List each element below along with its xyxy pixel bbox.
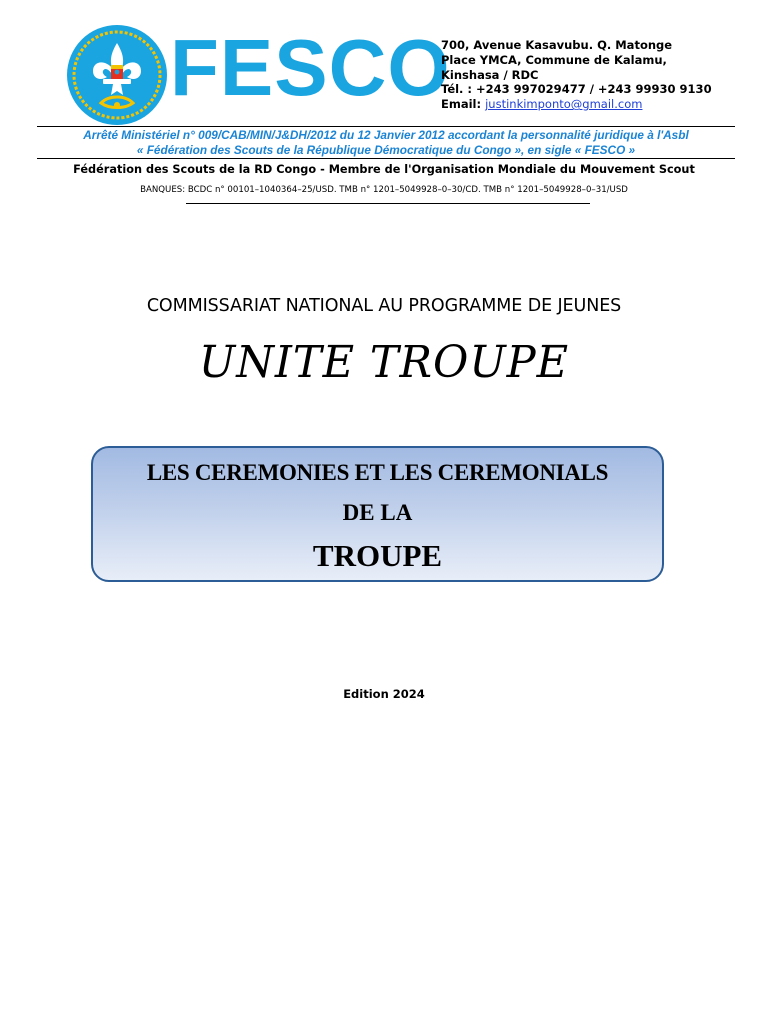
email-link[interactable]: justinkimponto@gmail.com [485, 97, 643, 112]
address-block [441, 38, 712, 112]
fleur-de-lis-icon [67, 25, 167, 125]
federation-statement: Fédération des Scouts de la RD Congo - Membre de l'Organisation Mondiale du Mouvement Scout [73, 163, 695, 176]
unit-title: UNITE TROUPE [198, 337, 570, 388]
bank-accounts: BANQUES: BCDC n° 00101–1040364–25/USD. TMB n° 1201–5049928–0–30/CD. TMB n° 1201–5049928–0–31/USD [140, 185, 628, 195]
document-title-box [91, 446, 664, 582]
address-line: Kinshasa / RDC [441, 67, 539, 82]
bank-divider [186, 203, 590, 204]
header-divider-middle [37, 158, 735, 159]
email-label: Email: [441, 97, 482, 112]
address-line: Place YMCA, Commune de Kalamu, [441, 52, 667, 67]
email-line [441, 97, 712, 112]
legal-arrete [36, 128, 736, 158]
address-line: 700, Avenue Kasavubu. Q. Matonge [441, 38, 673, 52]
arrete-line-2: « Fédération des Scouts de la République Démocratique du Congo », en sigle « FESCO » [136, 143, 636, 157]
arrete-line-1: Arrêté Ministériel n° 009/CAB/MIN/J&DH/2012 du 12 Janvier 2012 accordant la personnalité juridique à l'Asbl [83, 128, 689, 142]
commissariat-heading: COMMISSARIAT NATIONAL AU PROGRAMME DE JEUNES [146, 296, 622, 316]
header-divider-top [37, 126, 735, 127]
org-name: FESCO [170, 23, 451, 112]
title-line-2: DE LA [342, 500, 413, 525]
edition-label: Edition 2024 [343, 687, 425, 701]
fesco-logo-icon [67, 25, 167, 125]
title-line-3: TROUPE [312, 538, 443, 573]
title-line-1: LES CEREMONIES ET LES CEREMONIALS [146, 460, 609, 485]
phone-line: Tél. : +243 997029477 / +243 99930 9130 [441, 82, 712, 97]
